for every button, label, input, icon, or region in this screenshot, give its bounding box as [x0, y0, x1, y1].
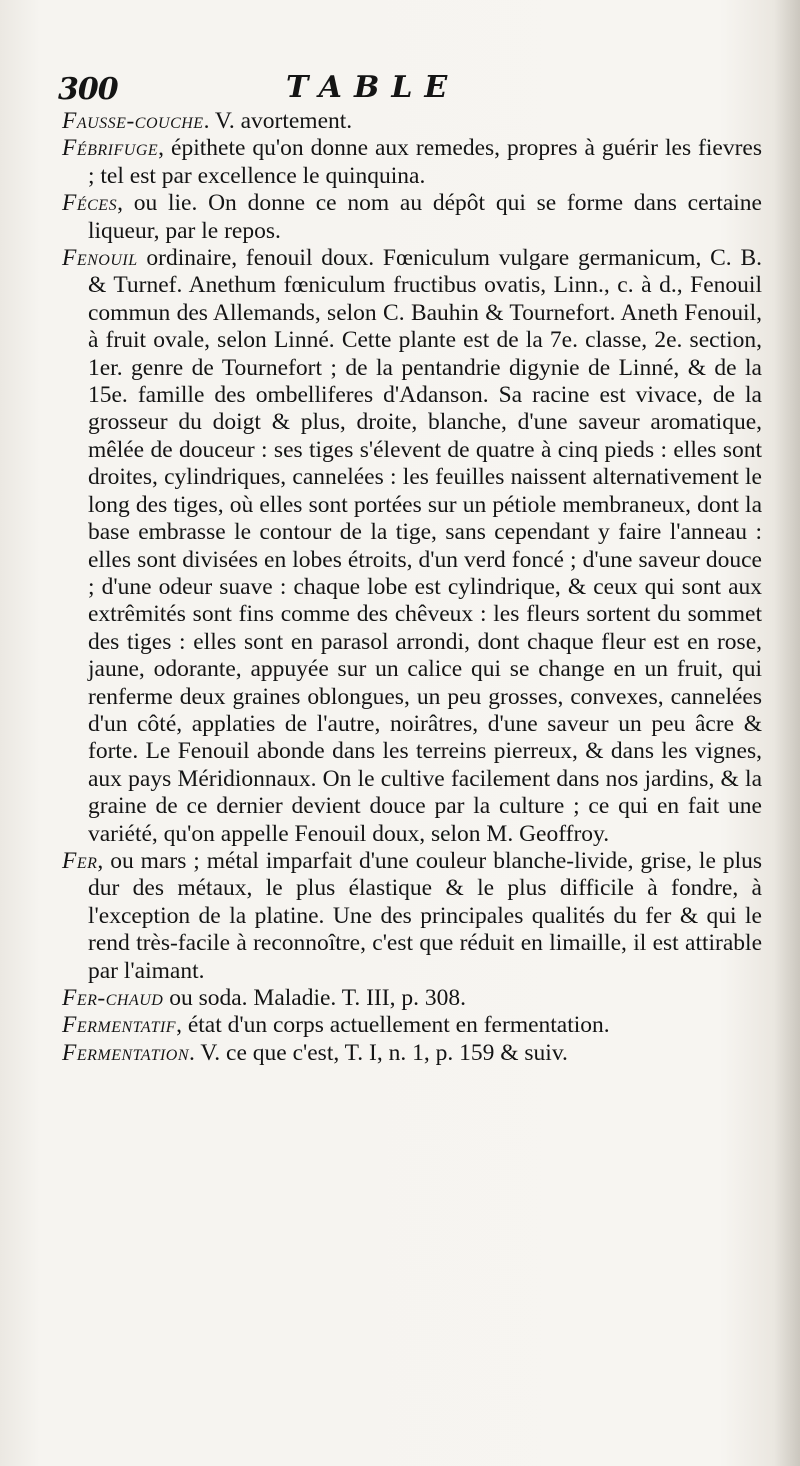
- entry-text: , ou mars ; métal imparfait d'une couleur blanche-livide, grise, le plus dur des métaux, le plus élastique & le plus difficile à fondre, à l'exception de la platine. Une des principales qualités du fer & qui le rend très-facile à reconnoître, c'est que réduit en limaille, il est attirable par l'aimant.: [88, 847, 762, 984]
- page-edge-shadow: [774, 0, 800, 1466]
- entry-headword: Féces: [62, 190, 118, 217]
- entry-text: ou soda. Maladie. T. III, p. 308.: [163, 985, 466, 1011]
- entry-headword: Fenouil: [62, 245, 138, 272]
- index-entry: [62, 108, 762, 135]
- entry-headword: Fer-chaud: [62, 985, 164, 1011]
- entry-text: ordinaire, fenouil doux. Fœniculum vulgare germanicum, C. B. & Turnef. Anethum fœniculum fructibus ovatis, Linn., c. à d., Fenouil commun des Allemands, selon C. Bauhin & Tournefort. Aneth Fenouil, à fruit ovale, selon Linné. Cette plante est de la 7e. classe, 2e. section, 1er. genre de Tournefort ; de la pentandrie digynie de Linné, & de la 15e. famille des ombelliferes d'Adanson. Sa racine est vivace, de la grosseur du doigt & plus, droite, blanche, d'une saveur aromatique, mêlée de douceur : ses tiges s'élevent de quatre à cinq pieds : elles sont droites, cylindriques, cannelées : les feuilles naissent alternativement le long des tiges, où elles sont portées sur un pétiole membraneux, dont la base embrasse le contour de la tige, sans cependant y faire l'anneau : elles sont divisées en lobes étroits, d'un verd foncé ; d'une saveur douce ; d'une odeur suave : chaque lobe est cylindrique, & ceux qui sont aux extrêmités sont fins comme des chêveux : les fleurs sortent du sommet des tiges : elles sont en parasol arrondi, dont chaque fleur est en rose, jaune, odorante, appuyée sur un calice qui se change en un fruit, qui renferme deux graines oblongues, un peu grosses, convexes, cannelées d'un côté, applaties de l'autre, noirâtres, d'une saveur un peu âcre & forte. Le Fenouil abonde dans les terreins pierreux, & dans les vignes, aux pays Méridionnaux. On le cultive facilement dans nos jardins, & la graine de ce dernier devient douce par la culture ; ce qui en fait une variété, qu'on appelle Fenouil doux, selon M. Geoffroy.: [88, 245, 762, 847]
- entry-text: . V. avortement.: [203, 108, 353, 134]
- entry-headword: Fermentation: [62, 1039, 190, 1066]
- entry-headword: Fausse-couche: [62, 108, 204, 134]
- entry-headword: Fébrifuge: [62, 135, 159, 162]
- page-number: 300: [58, 72, 118, 107]
- page-header: [58, 70, 778, 110]
- entry-text: . V. ce que c'est, T. I, n. 1, p. 159 & suiv.: [189, 1039, 568, 1066]
- entry-headword: Fermentatif: [62, 1012, 177, 1039]
- index-entry: [62, 985, 762, 1012]
- index-entries: [62, 108, 762, 1067]
- entry-headword: Fer: [62, 847, 98, 874]
- index-entry: [62, 135, 762, 190]
- entry-text: , ou lie. On donne ce nom au dépôt qui se forme dans certaine liqueur, par le repos.: [88, 190, 762, 244]
- index-entry: [62, 190, 762, 245]
- running-title: TABLE: [286, 70, 460, 105]
- index-entry: [62, 1040, 762, 1067]
- index-entry: [62, 245, 762, 848]
- entry-text: , épithete qu'on donne aux remedes, propres à guérir les fievres ; tel est par excellence le quinquina.: [88, 135, 762, 189]
- index-entry: [62, 848, 762, 985]
- entry-text: , état d'un corps actuellement en fermentation.: [176, 1012, 610, 1039]
- index-entry: [62, 1012, 762, 1039]
